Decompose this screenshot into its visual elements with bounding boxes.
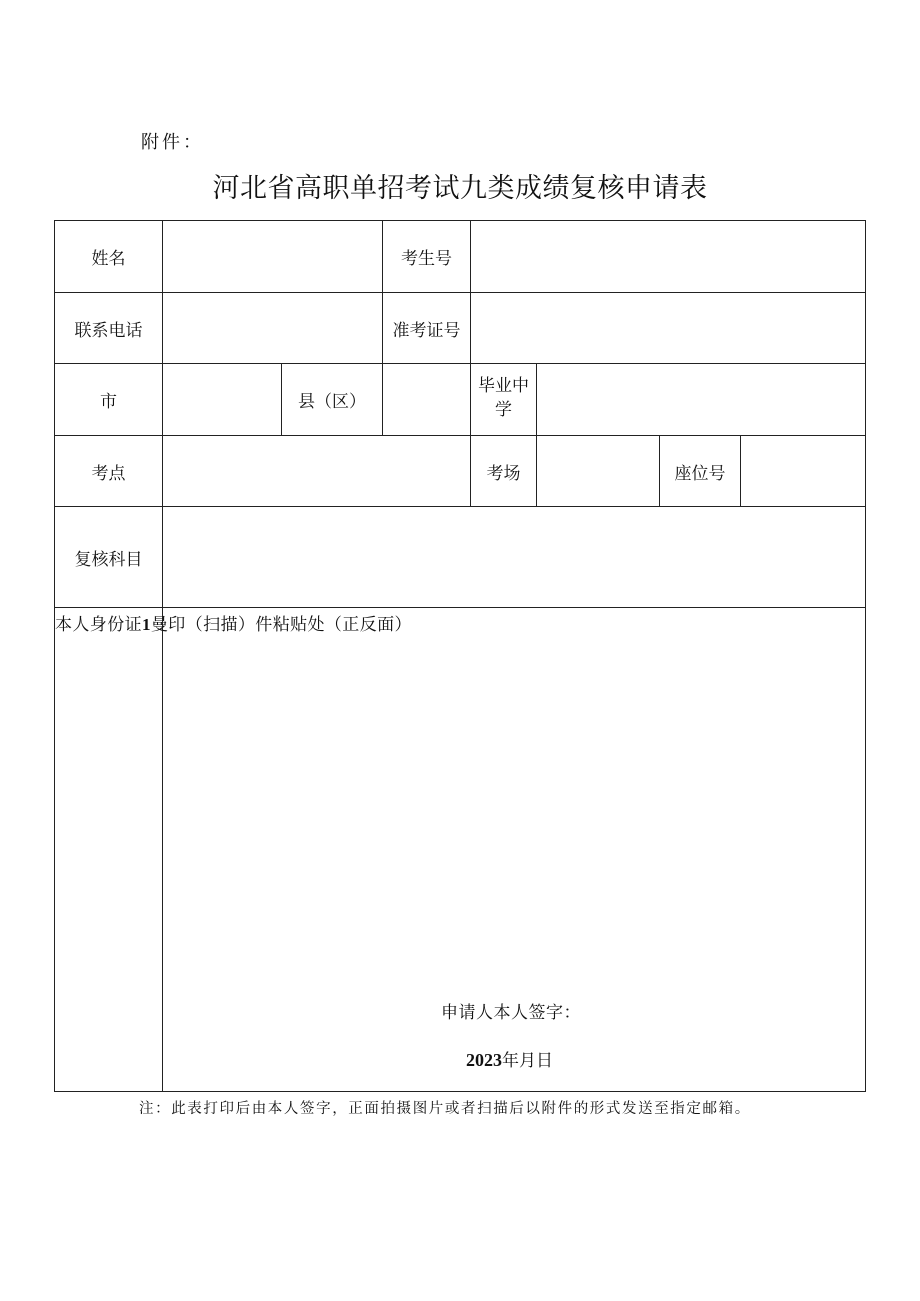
form-title: 河北省高职单招考试九类成绩复核申请表 (212, 173, 708, 204)
id-copy-suffix: 曼印（扫描）件粘贴处（正反面） (150, 615, 412, 635)
name-field[interactable] (163, 221, 382, 292)
review-subject-label: 复核科目 (74, 549, 143, 570)
candidate-no-field[interactable] (471, 221, 865, 292)
county-label: 县（区） (298, 392, 366, 412)
seat-no-field[interactable] (741, 436, 865, 506)
signature-label: 申请人本人签字： (441, 1003, 581, 1023)
id-copy-paste-area[interactable] (163, 640, 865, 980)
admission-ticket-label: 准考证号 (392, 320, 461, 341)
table-border-right (865, 220, 866, 1092)
admission-ticket-field[interactable] (471, 293, 865, 363)
exam-room-field[interactable] (537, 436, 659, 506)
date-suffix: 年月日 (502, 1051, 553, 1071)
candidate-no-label: 考生号 (401, 249, 452, 269)
id-copy-bold: 1 (142, 615, 151, 634)
id-copy-prefix: 本人身份证 (55, 615, 142, 635)
middle-school-field[interactable] (537, 364, 865, 435)
attachment-label: 附件： (141, 132, 204, 153)
phone-field[interactable] (163, 293, 382, 363)
county-field[interactable] (383, 364, 470, 435)
name-label: 姓名 (91, 249, 126, 269)
exam-site-label: 考点 (91, 463, 126, 484)
table-row-divider (54, 607, 866, 608)
middle-school-label-line1: 毕业中 (478, 376, 529, 396)
middle-school-label (471, 364, 536, 435)
phone-label: 联系电话 (74, 320, 143, 341)
footer-note: 注：此表打印后由本人签字，正面拍摄图片或者扫描后以附件的形式发送至指定邮箱。 (139, 1101, 751, 1117)
exam-site-field[interactable] (163, 436, 470, 506)
date-line (466, 1046, 553, 1071)
date-year: 2023 (466, 1050, 502, 1070)
exam-room-label: 考场 (486, 463, 521, 484)
city-label: 市 (100, 392, 117, 412)
middle-school-label-line2: 学 (495, 400, 512, 420)
review-subject-field[interactable] (163, 507, 865, 607)
table-border-bottom (54, 1091, 866, 1092)
city-field[interactable] (163, 364, 281, 435)
seat-no-label: 座位号 (674, 463, 726, 484)
id-copy-paste-label (55, 610, 412, 635)
